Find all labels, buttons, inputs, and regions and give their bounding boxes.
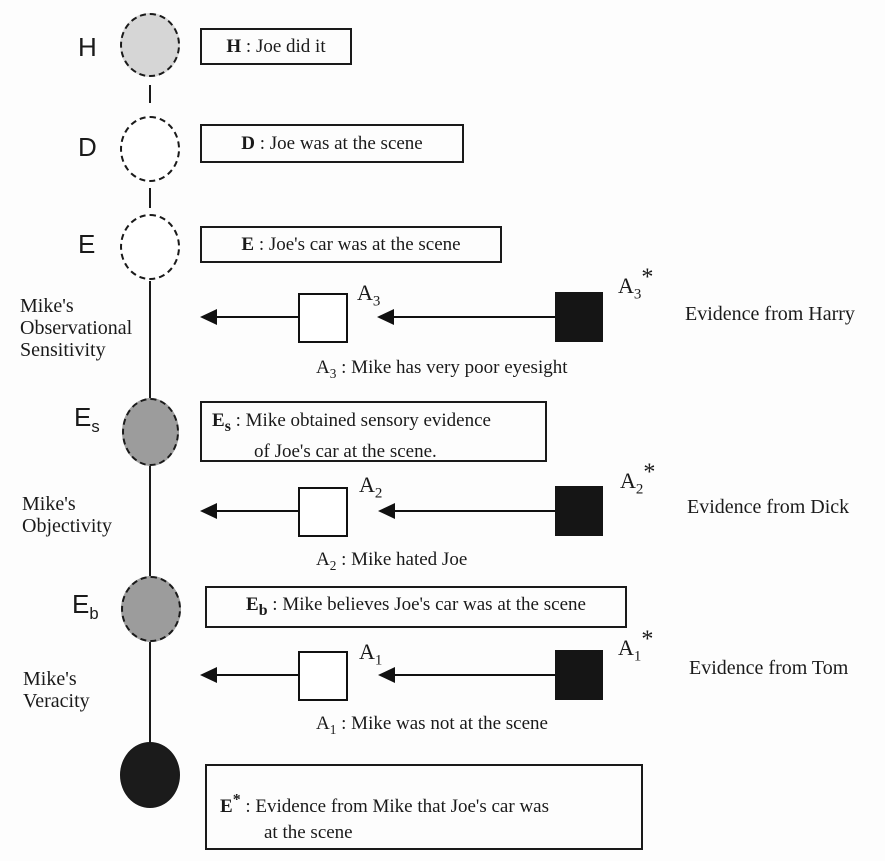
square-label-a1-sub: 1 [374, 652, 383, 669]
node-label-eb [72, 591, 99, 627]
arrow-line-a1-right [393, 674, 555, 676]
square-label-a3-star-sub: 3 [633, 286, 642, 303]
caption-a1-sub: 1 [329, 721, 337, 737]
arrow-line-a2-right [393, 510, 555, 512]
role-sensitivity-line1: Mike's [20, 295, 74, 317]
role-label-observational-sensitivity [20, 295, 132, 361]
box-id-eb: E [246, 594, 259, 616]
node-label-eb-text: E [72, 589, 90, 619]
node-label-h-text: H [78, 32, 97, 62]
box-text-eb: Mike believes Joe's car was at the scene [282, 594, 586, 616]
box-sep-d: : [254, 132, 270, 154]
role-label-veracity [23, 668, 90, 712]
caption-a2 [316, 549, 467, 574]
square-label-a2 [359, 474, 382, 504]
node-box-d [200, 124, 464, 163]
node-circle-es [122, 398, 179, 466]
evidence-square-a1-star [555, 650, 603, 700]
caption-a2-sub: 2 [329, 557, 337, 573]
node-box-eb-text [246, 594, 586, 620]
node-box-h [200, 28, 352, 65]
node-box-e-text [241, 234, 460, 256]
role-veracity-line2: Veracity [23, 690, 90, 712]
node-circle-h [120, 13, 180, 77]
box-sep-eb: : [267, 594, 283, 616]
box-id-eb-sub: b [258, 601, 268, 619]
edge-es-eb [149, 466, 151, 578]
square-label-a2-sub: 2 [374, 485, 383, 502]
attribute-square-a3 [298, 293, 348, 343]
role-label-objectivity [22, 493, 112, 537]
node-label-e [78, 231, 95, 257]
square-label-a3-star [618, 264, 654, 305]
node-box-es [200, 401, 547, 462]
box-id-d: D [241, 132, 255, 154]
evidence-source-a2: Evidence from Dick [687, 496, 850, 518]
box-text-es: Mike obtained sensory evidence [245, 410, 491, 431]
caption-a3-letter: A [316, 357, 330, 378]
square-label-a2-letter: A [359, 472, 375, 497]
square-label-a3-star-asterisk: * [641, 264, 654, 291]
box-sep-h: : [241, 35, 256, 57]
caption-a1-text: Mike was not at the scene [351, 713, 548, 734]
node-label-es-text: E [74, 402, 92, 432]
node-label-d-text: D [78, 132, 97, 162]
square-label-a1-star [618, 626, 654, 667]
edge-eb-estar [149, 642, 151, 743]
box-text-e: Joe's car was at the scene [268, 233, 461, 255]
attribute-square-a1 [298, 651, 348, 701]
box-text2-estar: at the scene [264, 822, 353, 844]
node-label-e-text: E [78, 229, 96, 259]
node-circle-estar [120, 742, 180, 808]
node-box-estar-text [220, 792, 635, 846]
box-sep-es: : [230, 410, 246, 431]
box-sep-e: : [254, 233, 269, 255]
caption-a3 [316, 357, 568, 382]
node-label-h [78, 34, 97, 60]
box-text-estar: Evidence from Mike that Joe's car was [255, 796, 549, 818]
caption-a1-letter: A [316, 713, 330, 734]
node-box-estar [205, 764, 643, 850]
node-box-h-text [226, 36, 325, 58]
arrow-line-a3-right [392, 316, 555, 318]
node-box-e [200, 226, 502, 263]
caption-a2-letter: A [316, 549, 330, 570]
node-label-d [78, 134, 97, 160]
square-label-a1-letter: A [359, 639, 375, 664]
box-text2-es: of Joe's car at the scene. [254, 440, 437, 462]
box-id-es-sub: s [224, 417, 231, 435]
arrow-line-a2-left [215, 510, 298, 512]
node-circle-d [120, 116, 180, 182]
square-label-a3 [357, 282, 380, 312]
node-label-es-sub: s [91, 417, 100, 437]
edge-d-e [149, 188, 151, 208]
node-label-eb-sub: b [89, 604, 99, 624]
box-id-h: H [226, 35, 242, 57]
square-label-a1-star-letter: A [618, 635, 634, 660]
square-label-a3-letter: A [357, 280, 373, 305]
square-label-a1-star-asterisk: * [641, 626, 654, 653]
node-label-es [74, 404, 100, 440]
box-id-e: E [241, 233, 255, 255]
arrow-line-a3-left [215, 316, 298, 318]
square-label-a2-star-letter: A [620, 468, 636, 493]
caption-a1-sep: : [336, 713, 352, 734]
box-text-d: Joe was at the scene [269, 132, 423, 154]
box-id-estar: E [220, 796, 233, 818]
caption-a2-sep: : [336, 549, 352, 570]
evidence-square-a2-star [555, 486, 603, 536]
caption-a3-sep: : [336, 357, 352, 378]
square-label-a1-star-sub: 1 [633, 648, 642, 665]
attribute-square-a2 [298, 487, 348, 537]
caption-a2-text: Mike hated Joe [351, 549, 468, 570]
box-text-h: Joe did it [255, 35, 326, 57]
square-label-a2-star-sub: 2 [635, 481, 644, 498]
node-box-es-text [212, 410, 539, 464]
square-label-a3-sub: 3 [372, 293, 381, 310]
role-sensitivity-line3: Sensitivity [20, 339, 106, 361]
role-sensitivity-line2: Observational [20, 317, 133, 339]
node-circle-e [120, 214, 180, 280]
node-circle-eb [121, 576, 181, 642]
box-sep-estar: : [240, 796, 256, 818]
role-objectivity-line2: Objectivity [22, 515, 112, 537]
square-label-a2-star-asterisk: * [643, 459, 656, 486]
role-objectivity-line1: Mike's [22, 493, 76, 515]
square-label-a2-star [620, 459, 656, 500]
box-id-es: E [212, 410, 225, 431]
arrow-line-a1-left [215, 674, 298, 676]
caption-a3-text: Mike has very poor eyesight [351, 357, 568, 378]
edge-h-d [149, 85, 151, 103]
node-box-d-text [241, 133, 423, 155]
evidence-source-a3: Evidence from Harry [685, 303, 855, 325]
edge-e-es [149, 281, 151, 399]
node-box-eb [205, 586, 627, 628]
caption-a3-sub: 3 [329, 365, 337, 381]
role-veracity-line1: Mike's [23, 668, 77, 690]
box-id-estar-star: * [232, 792, 241, 809]
evidence-source-a1: Evidence from Tom [689, 657, 849, 679]
square-label-a3-star-letter: A [618, 273, 634, 298]
caption-a1 [316, 713, 548, 738]
evidence-square-a3-star [555, 292, 603, 342]
